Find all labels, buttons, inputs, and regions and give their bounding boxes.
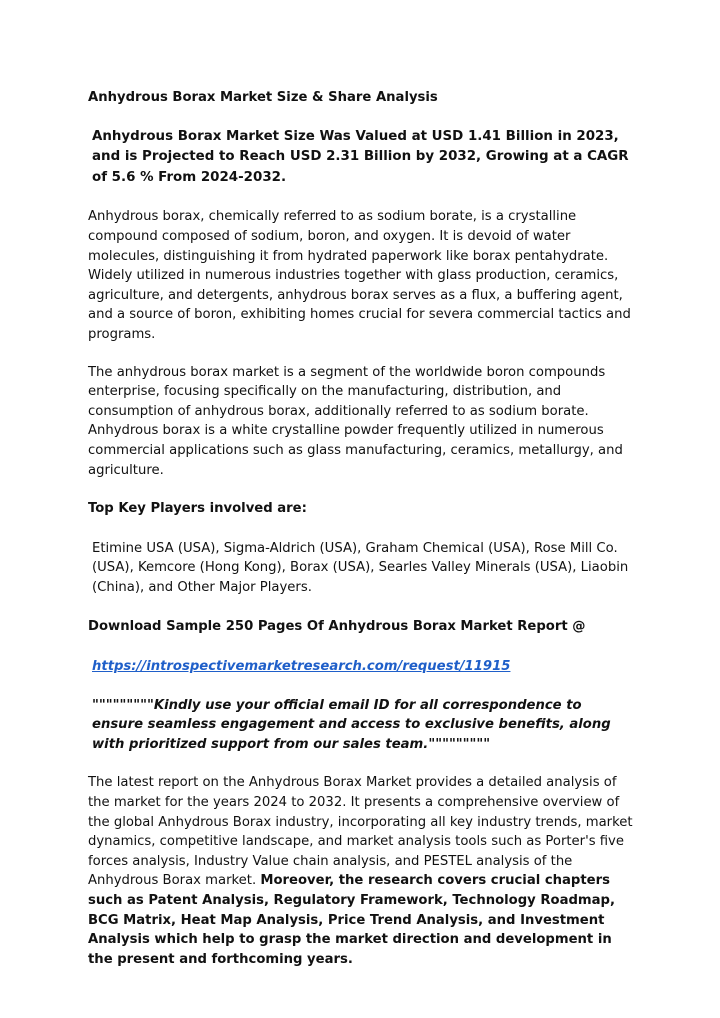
key-players-heading: Top Key Players involved are: xyxy=(88,501,307,517)
paragraph-definition: Anhydrous borax, chemically referred to as sodium borate, is a crystalline compound composed of sodium, boron, and oxygen. It is devoid of water molecules, distinguishing it from hydrated paperwork like borax pentahydrate. Widely utilized in numerous industries together with glass production, ceramics, agriculture, and detergents, anhydrous borax serves as a flux, a buffering agent, and a source of boron, exhibiting homes crucial for severa commercial tactics and programs. xyxy=(88,209,631,342)
email-notice xyxy=(88,696,636,755)
notice-close-quotes: """"""""" xyxy=(428,736,491,752)
notice-open-quotes: """"""""" xyxy=(92,697,154,713)
paragraph-market-overview: The anhydrous borax market is a segment of the worldwide boron compounds enterprise, focusing specifically on the manufacturing, distribution, and consumption of anhydrous borax, additionally referred to as sodium borate. Anhydrous borax is a white crystalline powder frequently utilized in numerous commercial applications such as glass manufacturing, ceramics, metallurgy, and agriculture. xyxy=(88,364,623,478)
sample-request-link[interactable]: https://introspectivemarketresearch.com/request/11915 xyxy=(92,659,511,675)
report-scope-chapters: Moreover, the research covers crucial chapters such as Patent Analysis, Regulatory Framework, Technology Roadmap, BCG Matrix, Heat Map Analysis, Price Trend Analysis, and Investment Analysis which help to grasp the market direction and development in the present and forthcoming years. xyxy=(88,873,616,967)
download-sample-heading: Download Sample 250 Pages Of Anhydrous Borax Market Report @ xyxy=(88,619,586,635)
key-players-list: Etimine USA (USA), Sigma-Aldrich (USA), Graham Chemical (USA), Rose Mill Co. (USA), Kemcore (Hong Kong), Borax (USA), Searles Valley Minerals (USA), Liaobin (China), and Other Major Players. xyxy=(92,540,629,595)
report-scope-text: The latest report on the Anhydrous Borax Market provides a detailed analysis of the market for the years 2024 to 2032. It presents a comprehensive overview of the global Anhydrous Borax industry, incorporating all key industry trends, market dynamics, competitive landscape, and market analysis tools such as Porter's five forces analysis, Industry Value chain analysis, and PESTEL analysis of the Anhydrous Borax market. xyxy=(88,775,633,889)
document-title: Anhydrous Borax Market Size & Share Analysis xyxy=(88,90,438,105)
paragraph-report-scope xyxy=(88,773,636,969)
notice-text: Kindly use your official email ID for all correspondence to ensure seamless engagement and access to exclusive benefits, along with prioritized support from our sales team. xyxy=(92,697,611,752)
market-size-headline: Anhydrous Borax Market Size Was Valued at USD 1.41 Billion in 2023, and is Projected to Reach USD 2.31 Billion by 2032, Growing at a CAGR of 5.6 % From 2024-2032. xyxy=(92,128,629,185)
